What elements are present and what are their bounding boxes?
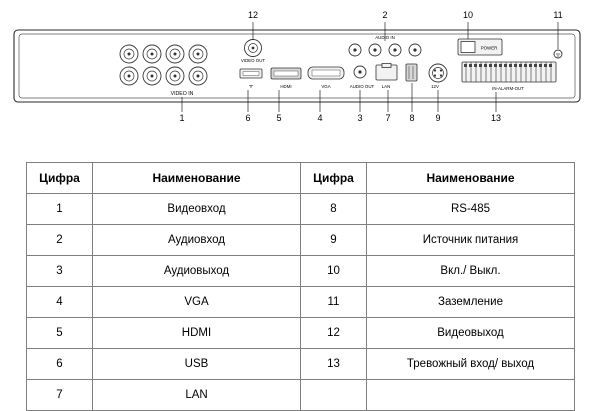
- cell-name-left: HDMI: [93, 318, 301, 349]
- table-row: [27, 318, 575, 349]
- power-12v-label: 12V: [431, 84, 439, 89]
- video-out-label-1: VIDEO OUT: [240, 58, 266, 63]
- callout-1: 1: [179, 113, 185, 123]
- table-row: [27, 349, 575, 380]
- header-name-right: Наименование: [367, 163, 575, 194]
- callout-7: 7: [385, 113, 391, 123]
- cell-name-left: Видеовход: [93, 194, 301, 225]
- callout-6: 6: [245, 113, 251, 123]
- callout-3: 3: [357, 113, 363, 123]
- callout-2: 2: [382, 10, 388, 20]
- cell-num-left: 7: [27, 380, 93, 411]
- cell-num-left: 5: [27, 318, 93, 349]
- callout-12: 12: [247, 10, 259, 20]
- legend-table: [26, 162, 575, 411]
- table-row: [27, 194, 575, 225]
- cell-name-left: Аудиовход: [93, 225, 301, 256]
- callout-13: 13: [490, 113, 502, 123]
- usb-label: ⛛: [249, 84, 253, 89]
- cell-name-right: Тревожный вход/ выход: [367, 349, 575, 380]
- cell-name-left: VGA: [93, 287, 301, 318]
- alarm-label: IN-ALARM-OUT: [492, 86, 524, 91]
- cell-num-right: 11: [301, 287, 367, 318]
- header-num-right: Цифра: [301, 163, 367, 194]
- table-row: [27, 225, 575, 256]
- cell-num-right: 8: [301, 194, 367, 225]
- cell-name-right: Видеовыход: [367, 318, 575, 349]
- rear-panel-diagram: [0, 0, 600, 140]
- power-switch-label: POWER: [480, 45, 498, 51]
- power-switch: [458, 39, 502, 55]
- cell-name-right: Вкл./ Выкл.: [367, 256, 575, 287]
- callout-5: 5: [276, 113, 282, 123]
- cell-num-left: 3: [27, 256, 93, 287]
- cell-name-right: Источник питания: [367, 225, 575, 256]
- header-name-left: Наименование: [93, 163, 301, 194]
- callout-4: 4: [317, 113, 323, 123]
- lan-label: LAN: [381, 84, 391, 89]
- cell-name-right: Заземление: [367, 287, 575, 318]
- cell-num-right: 13: [301, 349, 367, 380]
- audio-in-label: AUDIO IN: [375, 35, 395, 40]
- audio-out-label: AUDIO OUT: [349, 84, 375, 89]
- cell-num-right: 12: [301, 318, 367, 349]
- callout-11: 11: [553, 10, 563, 20]
- hdmi-label: HDMI: [280, 84, 292, 89]
- cell-num-left: 4: [27, 287, 93, 318]
- table-row: [27, 287, 575, 318]
- cell-num-right: 9: [301, 225, 367, 256]
- cell-num-left: 6: [27, 349, 93, 380]
- cell-name-right: RS-485: [367, 194, 575, 225]
- ground-terminal: [554, 50, 562, 58]
- callout-10: 10: [462, 10, 474, 20]
- cell-name-left: LAN: [93, 380, 301, 411]
- header-num-left: Цифра: [27, 163, 93, 194]
- cell-num-right: 10: [301, 256, 367, 287]
- vga-label: VGA: [321, 84, 331, 89]
- table-row: [27, 256, 575, 287]
- video-in-label: VIDEO IN: [170, 91, 194, 97]
- callout-8: 8: [409, 113, 415, 123]
- callout-9: 9: [435, 113, 441, 123]
- cell-num-left: 2: [27, 225, 93, 256]
- cell-name-left: Аудиовыход: [93, 256, 301, 287]
- cell-name-left: USB: [93, 349, 301, 380]
- rs485-connector: [406, 64, 417, 81]
- cell-num-left: 1: [27, 194, 93, 225]
- table-header-row: [27, 163, 575, 194]
